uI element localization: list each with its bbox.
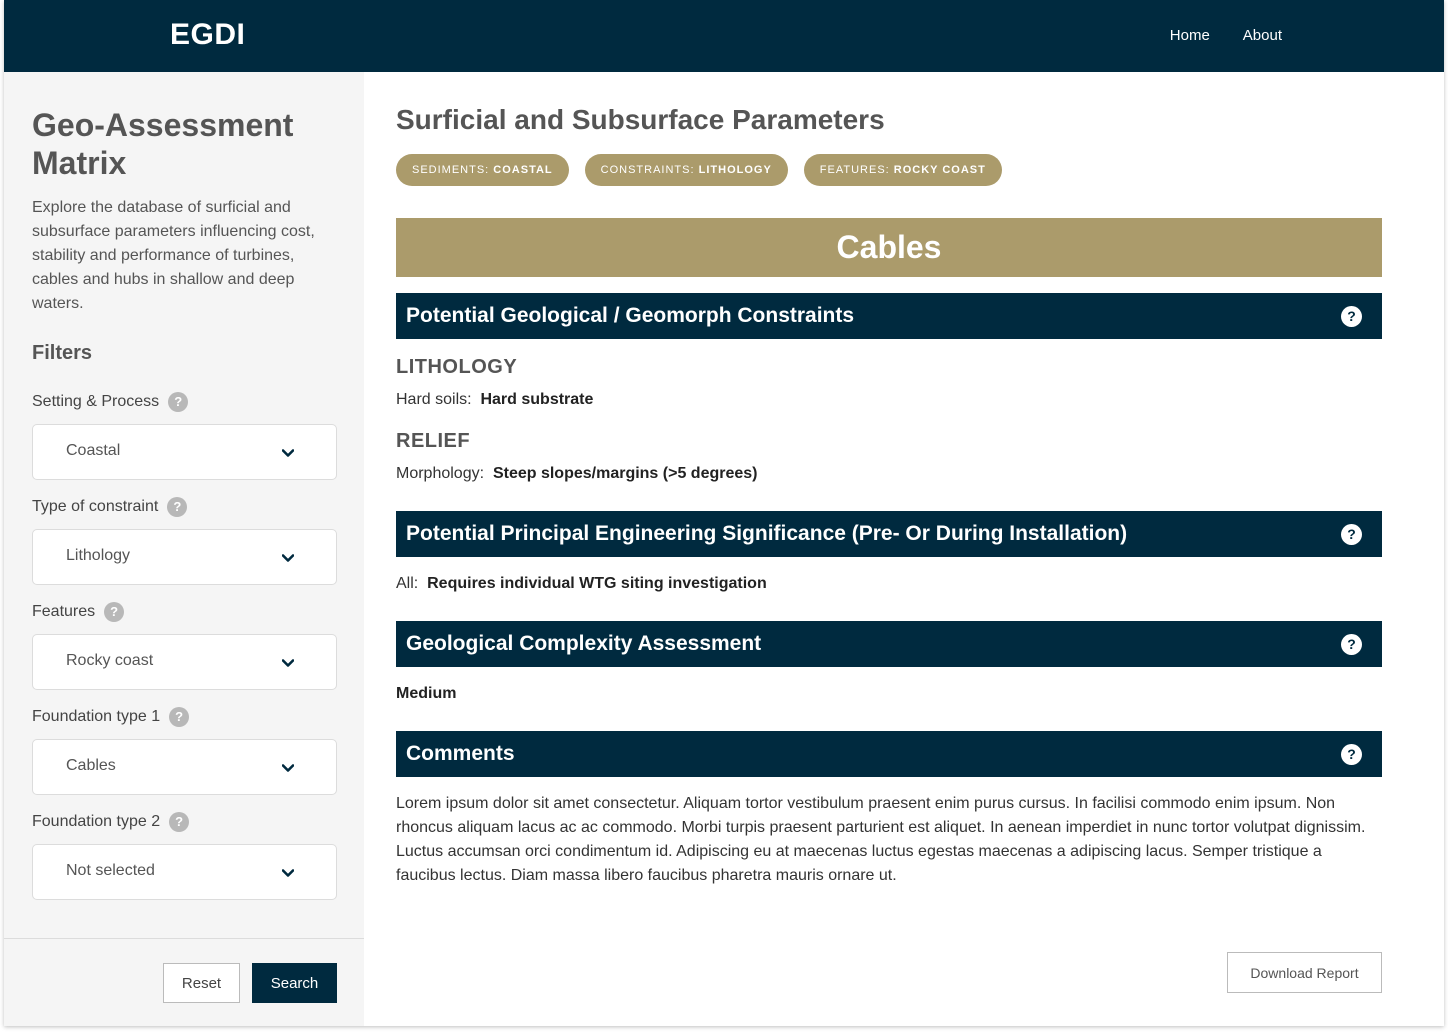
section-header-complexity <box>396 621 1382 667</box>
select-value: Coastal <box>66 442 121 459</box>
filter-label-text: Setting & Process <box>32 393 160 410</box>
engineering-key: All: <box>396 575 419 592</box>
section-title: Potential Geological / Geomorph Constraints <box>406 304 855 327</box>
egdi-logo[interactable]: EGDI <box>170 18 246 51</box>
section-header-comments <box>396 731 1382 777</box>
select-value: Not selected <box>66 862 155 879</box>
page-title: Surficial and Subsurface Parameters <box>396 104 885 135</box>
engineering-value: Requires individual WTG siting investigation <box>427 575 767 592</box>
filter-label-text: Foundation type 1 <box>32 708 161 725</box>
filter-label-foundation-type-2 <box>32 812 189 832</box>
engineering-row <box>396 575 767 593</box>
app-window <box>4 0 1444 1026</box>
filter-label-features <box>32 602 124 622</box>
chip-value: COASTAL <box>493 164 553 176</box>
setting-process-select[interactable] <box>32 424 337 480</box>
lithology-value: Hard substrate <box>480 391 594 408</box>
help-icon[interactable]: ? <box>167 497 187 517</box>
filter-label-text: Type of constraint <box>32 498 159 515</box>
chevron-down-icon <box>282 447 294 459</box>
chevron-down-icon <box>282 657 294 669</box>
help-icon[interactable]: ? <box>1341 524 1362 545</box>
top-navbar <box>4 0 1444 72</box>
relief-key: Morphology: <box>396 465 485 482</box>
lithology-key: Hard soils: <box>396 391 472 408</box>
relief-value: Steep slopes/margins (>5 degrees) <box>492 465 758 482</box>
download-report-button[interactable]: Download Report <box>1227 952 1382 993</box>
foundation-type-1-select[interactable] <box>32 739 337 795</box>
section-title: Geological Complexity Assessment <box>406 632 762 655</box>
constraint-type-select[interactable] <box>32 529 337 585</box>
active-filter-chips <box>396 154 1002 186</box>
help-icon[interactable]: ? <box>1341 306 1362 327</box>
filters-heading: Filters <box>32 342 93 364</box>
sidebar-divider <box>4 938 364 939</box>
select-value: Cables <box>66 757 116 774</box>
section-header-constraints <box>396 293 1382 339</box>
foundation-banner: Cables <box>396 218 1382 277</box>
relief-row <box>396 465 757 483</box>
filter-label-constraint-type <box>32 497 187 517</box>
help-icon[interactable]: ? <box>104 602 124 622</box>
chevron-down-icon <box>282 552 294 564</box>
chevron-down-icon <box>282 867 294 879</box>
foundation-type-2-select[interactable] <box>32 844 337 900</box>
chip-value: ROCKY COAST <box>893 164 986 176</box>
help-icon[interactable]: ? <box>168 392 188 412</box>
chip-key: SEDIMENTS: <box>412 164 490 176</box>
help-icon[interactable]: ? <box>169 812 189 832</box>
filter-label-setting-process <box>32 392 188 412</box>
filter-chip-sediments[interactable] <box>396 154 569 186</box>
nav-home-link[interactable]: Home <box>1169 27 1210 44</box>
section-header-engineering <box>396 511 1382 557</box>
reset-button[interactable]: Reset <box>163 963 240 1003</box>
nav-about-link[interactable]: About <box>1242 27 1282 44</box>
filter-label-text: Features <box>32 603 96 620</box>
complexity-value: Medium <box>396 685 457 702</box>
filter-chip-features[interactable] <box>804 154 1002 186</box>
filter-label-foundation-type-1 <box>32 707 189 727</box>
filter-label-text: Foundation type 2 <box>32 813 161 830</box>
search-button[interactable]: Search <box>252 963 337 1003</box>
section-title: Potential Principal Engineering Significance (Pre- Or During Installation) <box>406 522 1128 545</box>
select-value: Rocky coast <box>66 652 154 669</box>
sidebar-title: Geo-Assessment Matrix <box>32 107 294 181</box>
chip-value: LITHOLOGY <box>698 164 772 176</box>
filter-chip-constraints[interactable] <box>585 154 788 186</box>
comments-text: Lorem ipsum dolor sit amet consectetur. Aliquam tortor vestibulum praesent enim purus cursus. In facilisi commodo enim ipsum. Non rhoncus aliquam lacus ac ac commodo. Morbi turpis praesent parturient est aliquet. In aenean imperdiet in nunc tortor volutpat dignissim. Luctus accumsan orci condimentum id. Adipiscing eu at maecenas luctus egestas maecenas a adipiscing lacus. Semper tristique a faucibus lectus. Diam massa libero faucibus pharetra mauris ornare ut. <box>396 795 1366 884</box>
sidebar-description: Explore the database of surficial and subsurface parameters influencing cost, stability and performance of turbines, cables and hubs in shallow and deep waters. <box>32 199 315 312</box>
chip-key: FEATURES: <box>819 164 890 176</box>
filters-sidebar <box>4 72 364 1026</box>
lithology-row <box>396 391 593 409</box>
lithology-heading: LITHOLOGY <box>396 356 518 378</box>
section-title: Comments <box>406 742 515 765</box>
help-icon[interactable]: ? <box>1341 744 1362 765</box>
chevron-down-icon <box>282 762 294 774</box>
help-icon[interactable]: ? <box>1341 634 1362 655</box>
main-nav <box>1170 27 1282 44</box>
features-select[interactable] <box>32 634 337 690</box>
chip-key: CONSTRAINTS: <box>600 164 695 176</box>
select-value: Lithology <box>66 547 131 564</box>
relief-heading: RELIEF <box>396 430 471 452</box>
help-icon[interactable]: ? <box>169 707 189 727</box>
